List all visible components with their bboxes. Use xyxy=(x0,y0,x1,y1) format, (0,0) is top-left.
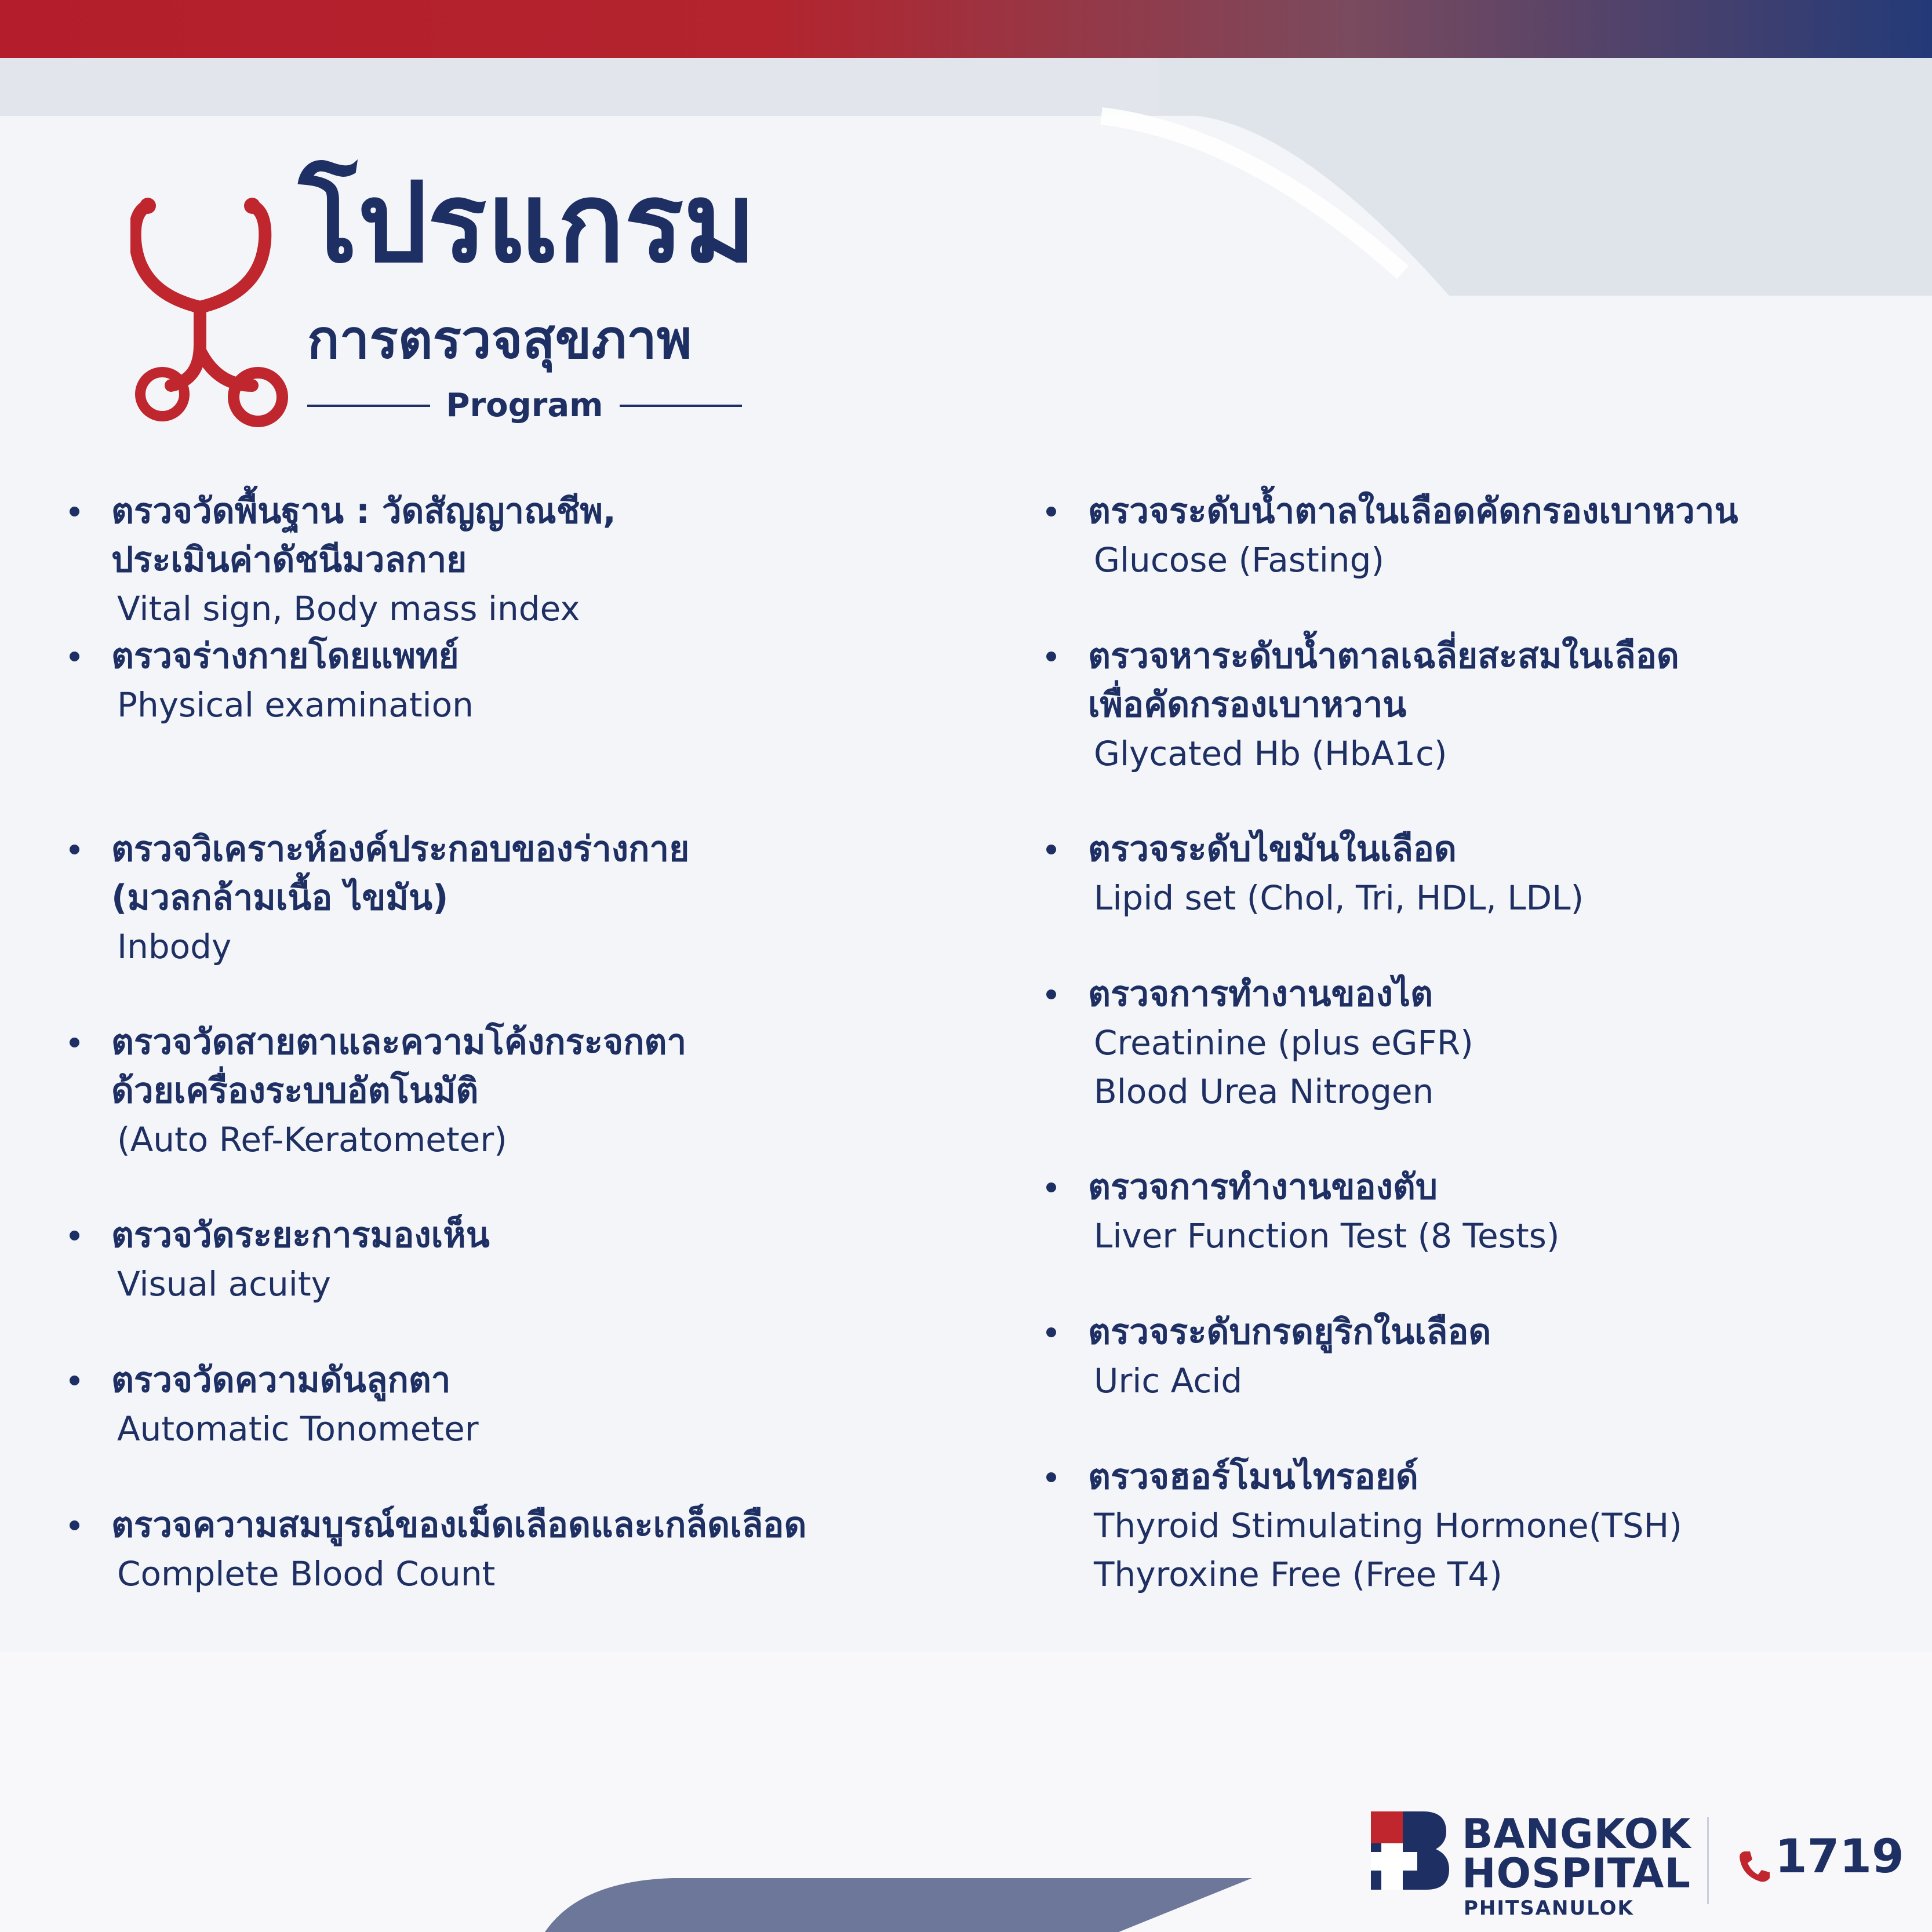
item-english-line: Thyroxine Free (Free T4) xyxy=(1094,1555,1502,1594)
item-thai-line: ตรวจวัดสายตาและความโค้งกระจกตา xyxy=(111,1022,687,1063)
item-english-line: Creatinine (plus eGFR) xyxy=(1094,1023,1473,1063)
item-thai-line: ตรวจหาระดับน้ำตาลเฉลี่ยสะสมในเลือด xyxy=(1088,636,1679,676)
item-thai-line: ตรวจร่างกายโดยแพทย์ xyxy=(111,636,459,676)
list-item xyxy=(1040,1308,1898,1453)
list-item xyxy=(64,632,968,825)
bullet-icon xyxy=(1046,507,1056,516)
bullet-icon xyxy=(1046,652,1056,661)
item-thai-line: ด้วยเครื่องระบบอัตโนมัติ xyxy=(111,1071,479,1111)
list-item xyxy=(64,825,968,1018)
item-thai-line: ตรวจวัดพื้นฐาน : วัดสัญญาณชีพ, xyxy=(111,491,616,532)
phone-icon xyxy=(1737,1849,1772,1884)
program-label-row xyxy=(307,388,742,423)
list-item xyxy=(1040,487,1898,632)
list-item xyxy=(64,1501,968,1598)
list-item xyxy=(64,487,968,632)
divider-left xyxy=(307,405,430,407)
item-thai-line: ตรวจวัดความดันลูกตา xyxy=(111,1360,451,1400)
item-thai-line: ตรวจวัดระยะการมองเห็น xyxy=(111,1215,490,1256)
program-label: Program xyxy=(446,387,603,424)
item-thai-line: ประเมินค่าดัชนีมวลกาย xyxy=(111,540,467,580)
item-english-line: Lipid set (Chol, Tri, HDL, LDL) xyxy=(1094,878,1584,918)
page-subtitle: การตรวจสุขภาพ xyxy=(307,308,692,370)
bullet-icon xyxy=(70,1038,79,1047)
item-english-line: Uric Acid xyxy=(1094,1361,1243,1400)
list-item xyxy=(1040,632,1898,825)
brand-line-2: HOSPITAL xyxy=(1462,1850,1691,1897)
divider-right xyxy=(620,405,743,407)
list-item xyxy=(1040,1453,1898,1599)
stethoscope-icon xyxy=(130,194,299,432)
bullet-icon xyxy=(1046,1183,1056,1192)
list-item xyxy=(64,1211,968,1356)
list-item xyxy=(64,1356,968,1501)
right-test-list xyxy=(1040,487,1898,1599)
item-thai-line: ตรวจความสมบูรณ์ของเม็ดเลือดและเกล็ดเลือด xyxy=(111,1505,807,1545)
item-english-line: Glucose (Fasting) xyxy=(1094,540,1385,580)
bullet-icon xyxy=(1046,845,1056,854)
item-english-line: Glycated Hb (HbA1c) xyxy=(1094,734,1447,773)
item-thai-line: (มวลกล้ามเนื้อ ไขมัน) xyxy=(111,878,449,918)
bullet-icon xyxy=(70,845,79,854)
item-english-line: Thyroid Stimulating Hormone(TSH) xyxy=(1094,1506,1682,1545)
page-title: โปรแกรม xyxy=(299,159,756,287)
item-english-line: Physical examination xyxy=(117,685,474,725)
bangkok-hospital-logo-mark xyxy=(1371,1811,1449,1890)
item-english-line: (Auto Ref-Keratometer) xyxy=(117,1120,507,1159)
bullet-icon xyxy=(70,1520,79,1530)
item-english-line: Vital sign, Body mass index xyxy=(117,589,580,628)
hospital-branch: PHITSANULOK xyxy=(1464,1897,1634,1920)
item-thai-line: เพื่อคัดกรองเบาหวาน xyxy=(1088,685,1407,725)
item-english-line: Liver Function Test (8 Tests) xyxy=(1094,1216,1560,1256)
list-item xyxy=(64,1018,968,1211)
phone-number: 1719 xyxy=(1775,1829,1904,1883)
item-english-line: Inbody xyxy=(117,927,232,966)
bullet-icon xyxy=(1046,989,1056,999)
item-thai-line: ตรวจระดับน้ำตาลในเลือดคัดกรองเบาหวาน xyxy=(1088,491,1738,532)
hospital-brand-name xyxy=(1462,1810,1691,1897)
list-item xyxy=(1040,825,1898,970)
item-thai-line: ตรวจระดับไขมันในเลือด xyxy=(1088,829,1457,869)
item-thai-line: ตรวจการทำงานของตับ xyxy=(1088,1167,1438,1207)
bullet-icon xyxy=(1046,1327,1056,1337)
item-english-line: Visual acuity xyxy=(117,1264,331,1304)
brand-line-1: BANGKOK xyxy=(1462,1810,1691,1858)
item-thai-line: ตรวจวิเคราะห์องค์ประกอบของร่างกาย xyxy=(111,829,690,869)
footer-divider xyxy=(1707,1817,1709,1904)
bangkok-hospital-footer xyxy=(1371,1806,1904,1922)
bullet-icon xyxy=(70,1231,79,1240)
item-thai-line: ตรวจฮอร์โมนไทรอยด์ xyxy=(1088,1457,1418,1497)
item-thai-line: ตรวจระดับกรดยูริกในเลือด xyxy=(1088,1312,1491,1352)
bullet-icon xyxy=(70,1376,79,1385)
list-item xyxy=(1040,970,1898,1163)
left-test-list xyxy=(64,487,968,1598)
bullet-icon xyxy=(70,507,79,516)
program-header xyxy=(130,159,756,429)
list-item xyxy=(1040,1163,1898,1308)
item-thai-line: ตรวจการทำงานของไต xyxy=(1088,974,1433,1014)
item-english-line: Blood Urea Nitrogen xyxy=(1094,1072,1434,1111)
bullet-icon xyxy=(70,652,79,661)
item-english-line: Automatic Tonometer xyxy=(117,1409,479,1449)
item-english-line: Complete Blood Count xyxy=(117,1554,496,1593)
bullet-icon xyxy=(1046,1472,1056,1482)
